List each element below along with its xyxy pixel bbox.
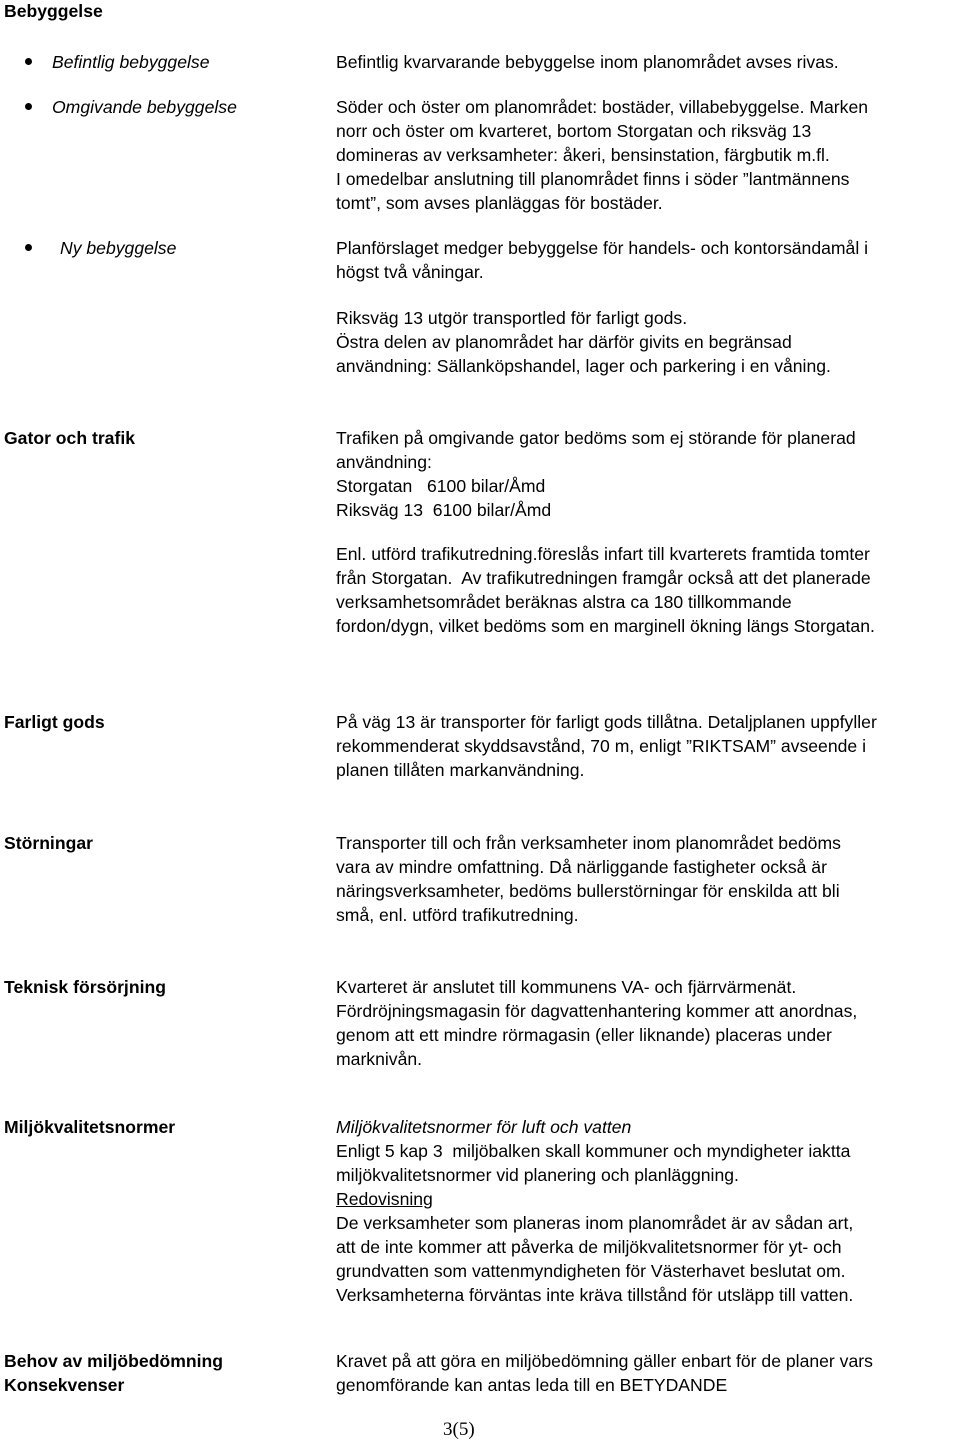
- gator-text-1: [336, 426, 958, 522]
- text-line: domineras av verksamheter: åkeri, bensinstation, färgbutik m.fl.: [336, 145, 830, 165]
- heading-line: Konsekvenser: [4, 1375, 125, 1395]
- section-heading-teknisk: Teknisk försörjning: [4, 977, 166, 997]
- text-line: marknivån.: [336, 1049, 423, 1069]
- bullet-dot: [25, 103, 32, 110]
- text-line: norr och öster om kvarteret, bortom Storgatan och riksväg 13: [336, 121, 812, 141]
- text-line: De verksamheter som planeras inom planområdet är av sådan art,: [336, 1213, 854, 1233]
- text-line: rekommenderat skyddsavstånd, 70 m, enligt ”RIKTSAM” avseende i: [336, 736, 866, 756]
- text-line: verksamhetsområdet beräknas alstra ca 180 tillkommande: [336, 592, 792, 612]
- storningar-text: [336, 831, 958, 927]
- teknisk-text: [336, 975, 958, 1071]
- text-line: att de inte kommer att påverka de miljökvalitetsnormer för yt- och: [336, 1237, 842, 1257]
- text-line: vara av mindre omfattning. Då närliggande fastigheter också är: [336, 857, 827, 877]
- text-line: miljökvalitetsnormer vid planering och planläggning.: [336, 1165, 739, 1185]
- gator-text-2: [336, 542, 958, 638]
- text-line: Planförslaget medger bebyggelse för handels- och kontorsändamål i: [336, 238, 869, 258]
- text-line: Enl. utförd trafikutredning.föreslås infart till kvarterets framtida tomter: [336, 544, 870, 564]
- text-line: Fördröjningsmagasin för dagvattenhantering kommer att anordnas,: [336, 1001, 858, 1021]
- farligt-gods-text: [336, 710, 958, 782]
- section-heading-storningar: Störningar: [4, 833, 93, 853]
- text-line: Riksväg 13 utgör transportled för farligt gods.: [336, 308, 688, 328]
- text-line: planen tillåten markanvändning.: [336, 760, 585, 780]
- text-line: näringsverksamheter, bedöms bullerstörningar för enskilda att bli: [336, 881, 840, 901]
- text-line: Kravet på att göra en miljöbedömning gäller enbart för de planer vars: [336, 1351, 873, 1371]
- text-line: Riksväg 13 6100 bilar/Åmd: [336, 500, 552, 520]
- section-heading-bebyggelse: Bebyggelse: [4, 1, 103, 21]
- section-heading-farligt-gods: Farligt gods: [4, 712, 105, 732]
- omgivande-text: [336, 95, 958, 215]
- text-line: På väg 13 är transporter för farligt gods tillåtna. Detaljplanen uppfyller: [336, 712, 877, 732]
- ny-bebyggelse-text-2: [336, 306, 958, 378]
- text-line: användning: Sällanköpshandel, lager och parkering i en våning.: [336, 356, 831, 376]
- heading-line: Behov av miljöbedömning: [4, 1351, 223, 1371]
- text-line: fordon/dygn, vilket bedöms som en marginell ökning längs Storgatan.: [336, 616, 875, 636]
- ny-bebyggelse-text-1: [336, 236, 958, 284]
- text-line: grundvatten som vattenmyndigheten för Västerhavet beslutat om.: [336, 1261, 846, 1281]
- text-line: från Storgatan. Av trafikutredningen framgår också att det planerade: [336, 568, 871, 588]
- page-number: 3(5): [443, 1419, 475, 1440]
- bullet-dot: [25, 244, 32, 251]
- text-line: Transporter till och från verksamheter inom planområdet bedöms: [336, 833, 841, 853]
- text-line: I omedelbar anslutning till planområdet finns i söder ”lantmännens: [336, 169, 850, 189]
- section-heading-miljokvalitetsnormer: Miljökvalitetsnormer: [4, 1117, 176, 1137]
- bullet-label-omgivande: Omgivande bebyggelse: [52, 97, 237, 117]
- text-line: högst två våningar.: [336, 262, 484, 282]
- text-line: Östra delen av planområdet har därför givits en begränsad: [336, 332, 792, 352]
- text-line: genomförande kan antas leda till en BETYDANDE: [336, 1375, 728, 1395]
- befintlig-text: [336, 50, 958, 74]
- text-line: användning:: [336, 452, 432, 472]
- behov-text: [336, 1349, 958, 1397]
- section-heading-gator: Gator och trafik: [4, 428, 135, 448]
- text-line: Kvarteret är anslutet till kommunens VA- och fjärrvärmenät.: [336, 977, 797, 997]
- text-line: små, enl. utförd trafikutredning.: [336, 905, 579, 925]
- text-line: Enligt 5 kap 3 miljöbalken skall kommuner och myndigheter iaktta: [336, 1141, 851, 1161]
- text-line: Befintlig kvarvarande bebyggelse inom planområdet avses rivas.: [336, 52, 839, 72]
- redovisning-label: Redovisning: [336, 1189, 433, 1209]
- bullet-dot: [25, 58, 32, 65]
- text-line: Verksamheterna förväntas inte kräva tillstånd för utsläpp till vatten.: [336, 1285, 854, 1305]
- section-heading-behov: [4, 1349, 223, 1397]
- bullet-label-ny: Ny bebyggelse: [60, 238, 177, 258]
- miljo-text: [336, 1115, 958, 1307]
- miljo-subheading: Miljökvalitetsnormer för luft och vatten: [336, 1117, 632, 1137]
- text-line: Storgatan 6100 bilar/Åmd: [336, 476, 546, 496]
- text-line: genom att ett mindre rörmagasin (eller liknande) placeras under: [336, 1025, 832, 1045]
- text-line: Söder och öster om planområdet: bostäder, villabebyggelse. Marken: [336, 97, 869, 117]
- text-line: tomt”, som avses planläggas för bostäder.: [336, 193, 663, 213]
- bullet-label-befintlig: Befintlig bebyggelse: [52, 52, 210, 72]
- text-line: Trafiken på omgivande gator bedöms som ej störande för planerad: [336, 428, 856, 448]
